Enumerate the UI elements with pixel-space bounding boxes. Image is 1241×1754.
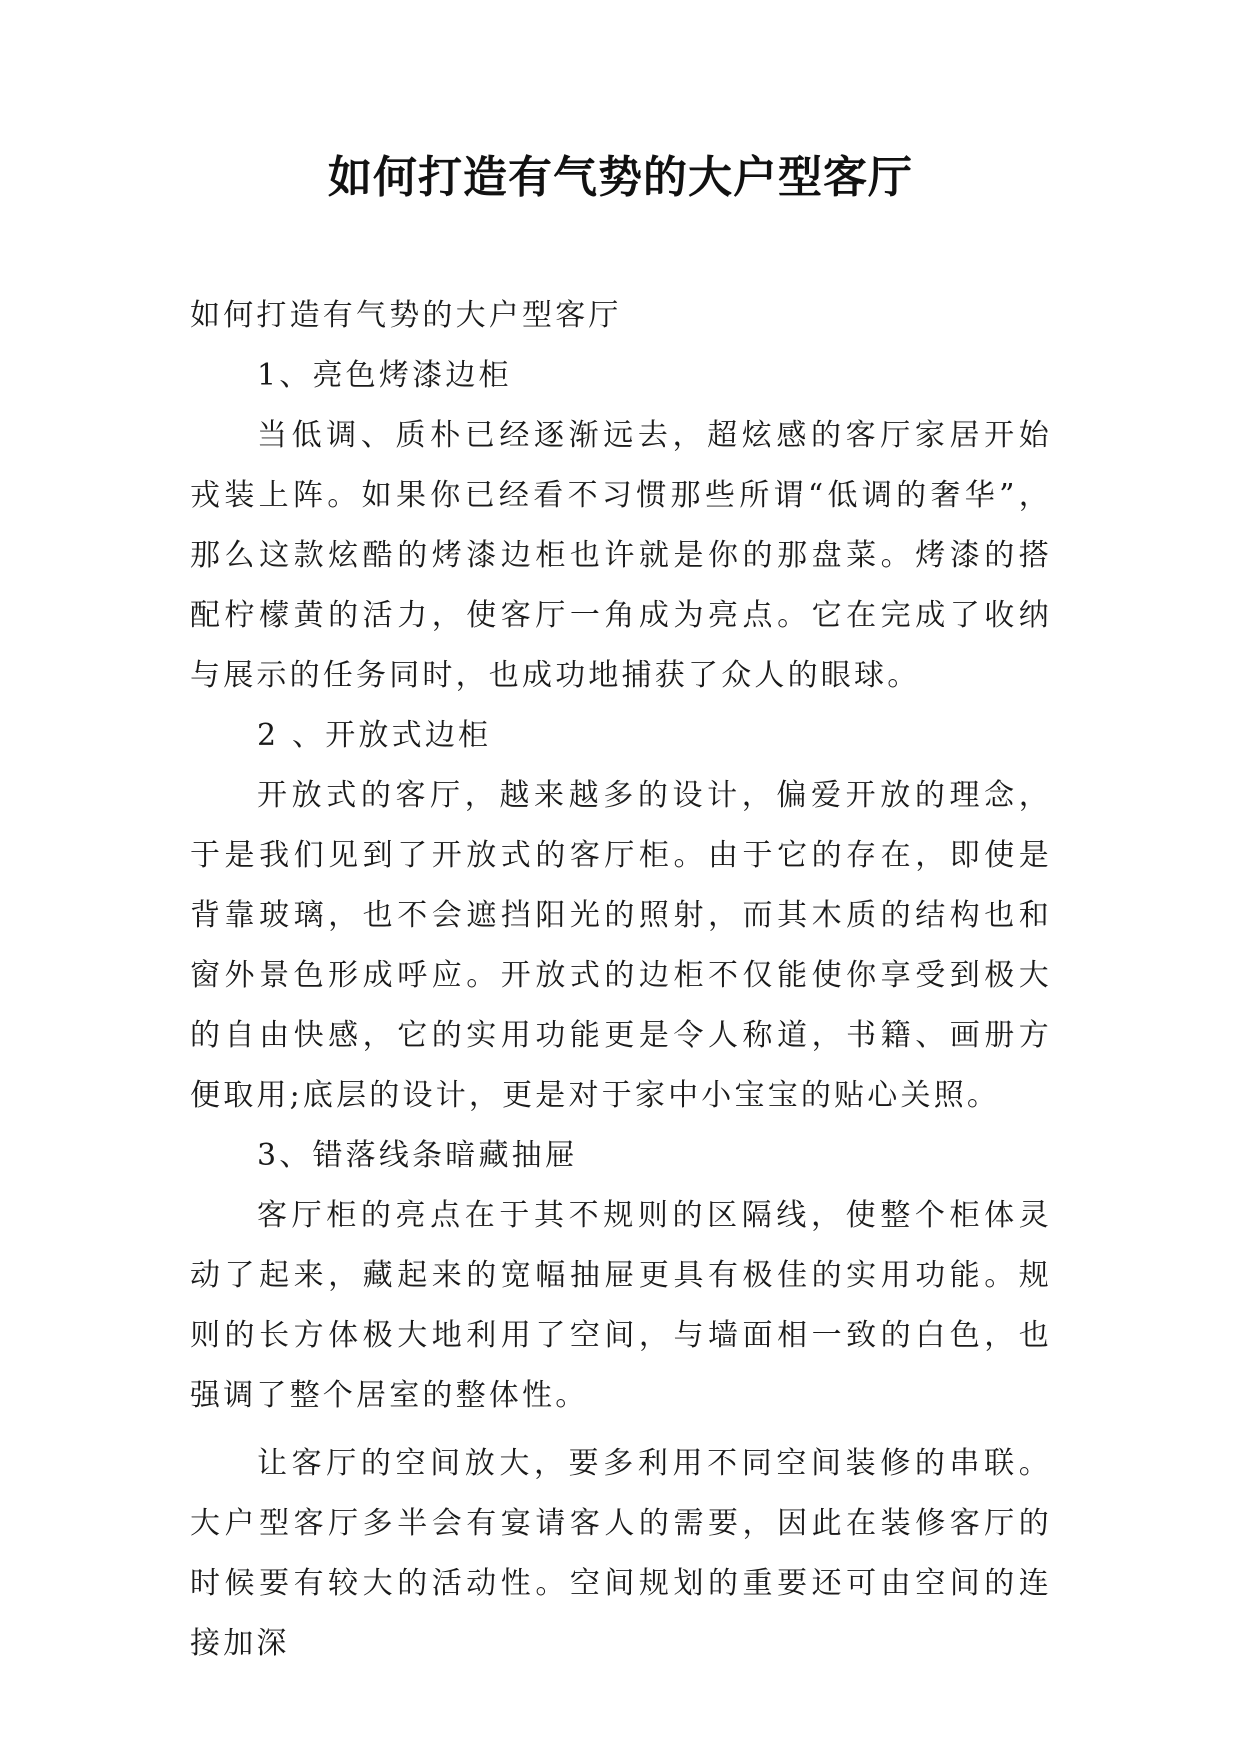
section-heading-1: 1、亮色烤漆边柜 [257, 358, 512, 393]
section-body-3: 客厅柜的亮点在于其不规则的区隔线，使整个柜体灵动了起来，藏起来的宽幅抽屉更具有极佳的实用功能。规则的长方体极大地利用了空间，与墙面相一致的白色，也强调了整个居室的整体性。 [190, 1198, 1052, 1413]
document-body [190, 286, 1052, 1674]
section-heading-3: 3、错落线条暗藏抽屉 [257, 1138, 579, 1173]
section-heading-2: 2 、开放式边柜 [257, 718, 492, 753]
closing-paragraph: 让客厅的空间放大，要多利用不同空间装修的串联。大户型客厅多半会有宴请客人的需要，因此在装修客厅的时候要有较大的活动性。空间规划的重要还可由空间的连接加深 [190, 1446, 1052, 1661]
section-body-1: 当低调、质朴已经逐渐远去，超炫感的客厅家居开始戎装上阵。如果你已经看不习惯那些所谓“低调的奢华”，那么这款炫酷的烤漆边柜也许就是你的那盘菜。烤漆的搭配柠檬黄的活力，使客厅一角成为亮点。它在完成了收纳与展示的任务同时，也成功地捕获了众人的眼球。 [190, 418, 1052, 693]
document-title: 如何打造有气势的大户型客厅 [328, 152, 913, 203]
document-subtitle: 如何打造有气势的大户型客厅 [190, 298, 622, 333]
section-body-2: 开放式的客厅，越来越多的设计，偏爱开放的理念，于是我们见到了开放式的客厅柜。由于它的存在，即使是背靠玻璃，也不会遮挡阳光的照射，而其木质的结构也和窗外景色形成呼应。开放式的边柜不仅能使你享受到极大的自由快感，它的实用功能更是令人称道，书籍、画册方便取用;底层的设计，更是对于家中小宝宝的贴心关照。 [190, 778, 1052, 1113]
